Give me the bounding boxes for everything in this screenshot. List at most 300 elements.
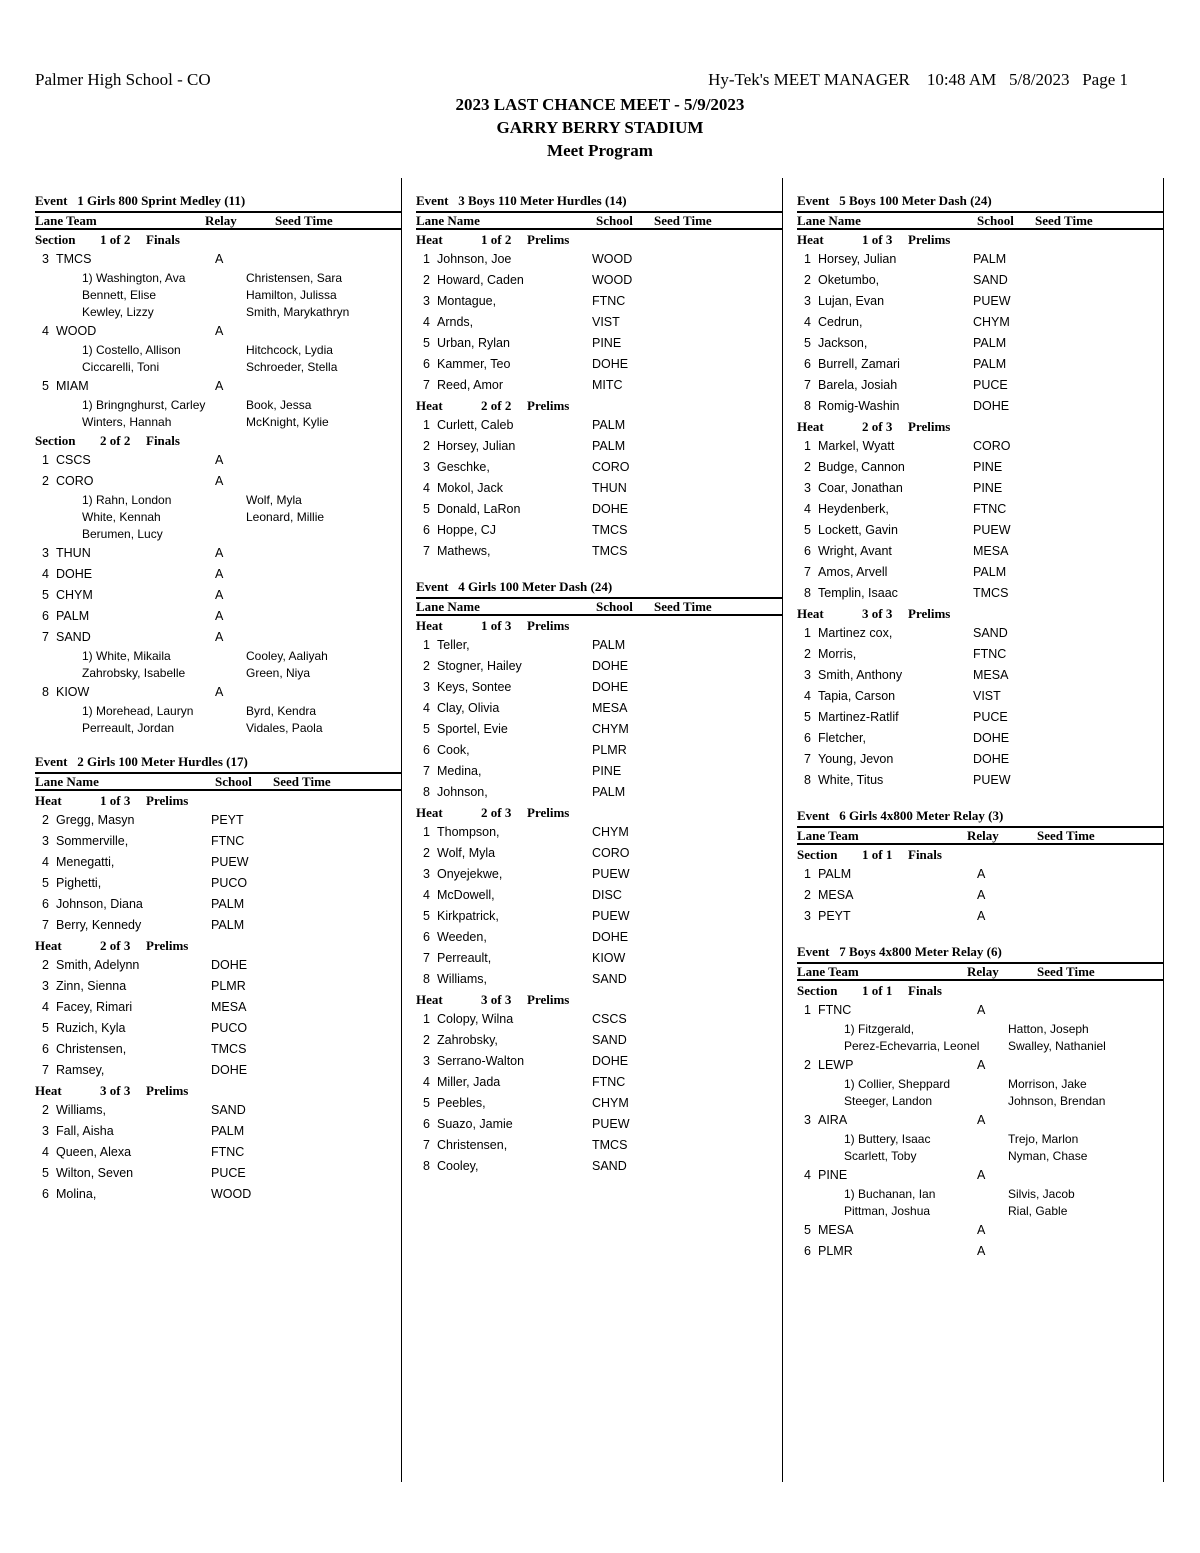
- lane-number: 7: [423, 951, 430, 965]
- header-lane-name: Lane Name: [416, 599, 480, 614]
- relay-team-row: [797, 1220, 1163, 1241]
- section-number: 3 of 3: [100, 1083, 131, 1098]
- relay-member: Vidales, Paola: [246, 721, 323, 735]
- relay-member: Cooley, Aaliyah: [246, 649, 328, 663]
- header-seed-time: Seed Time: [273, 774, 331, 789]
- column-header-row: [797, 962, 1163, 981]
- team-name: PEYT: [818, 909, 851, 923]
- section-header: [416, 397, 782, 415]
- lane-number: 1: [423, 825, 430, 839]
- column-header-row: [797, 211, 1163, 230]
- lane-number: 5: [804, 710, 811, 724]
- school-code: CSCS: [592, 1012, 627, 1026]
- header-school: Relay: [967, 828, 999, 843]
- relay-member: Berumen, Lucy: [82, 527, 163, 541]
- school-code: MESA: [211, 1000, 247, 1014]
- athlete-name: Mathews,: [437, 544, 491, 558]
- relay-members-row: [35, 359, 401, 376]
- athlete-name: Sportel, Evie: [437, 722, 508, 736]
- column-header-row: [35, 211, 401, 230]
- entry-row: [35, 873, 401, 894]
- team-name: FTNC: [818, 1003, 852, 1017]
- section-number: 2 of 3: [100, 938, 131, 953]
- entry-row: [797, 396, 1163, 417]
- athlete-name: Burrell, Zamari: [818, 357, 900, 371]
- lane-number: 2: [423, 273, 430, 287]
- relay-member: Leonard, Millie: [246, 510, 325, 524]
- header-seed-time: Seed Time: [1035, 213, 1093, 228]
- entry-row: [797, 249, 1163, 270]
- athlete-name: Lockett, Gavin: [818, 523, 898, 537]
- entry-row: [416, 1093, 782, 1114]
- lane-number: 4: [423, 315, 430, 329]
- lane-number: 2: [804, 1058, 811, 1072]
- section-label: Heat: [35, 793, 62, 808]
- school-code: PUEW: [592, 1117, 630, 1131]
- entry-row: [416, 436, 782, 457]
- entry-row: [797, 312, 1163, 333]
- lane-number: 4: [423, 888, 430, 902]
- school-code: PUEW: [973, 294, 1011, 308]
- section-label: Heat: [416, 398, 443, 413]
- lane-number: 3: [423, 460, 430, 474]
- lane-number: 8: [804, 399, 811, 413]
- team-name: PALM: [56, 609, 90, 623]
- entry-row: [797, 583, 1163, 604]
- entry-row: [416, 354, 782, 375]
- athlete-name: Young, Jevon: [818, 752, 894, 766]
- school-code: CORO: [592, 846, 630, 860]
- section-header: [416, 617, 782, 635]
- athlete-name: Kirkpatrick,: [437, 909, 499, 923]
- school-code: PINE: [592, 336, 622, 350]
- entry-row: [416, 1114, 782, 1135]
- athlete-name: Sommerville,: [56, 834, 129, 848]
- school-code: FTNC: [211, 834, 245, 848]
- section-label: Section: [797, 847, 838, 862]
- relay-team-row: [35, 606, 401, 627]
- section-number: 2 of 2: [100, 433, 131, 448]
- section-header: [416, 991, 782, 1009]
- lane-number: 5: [423, 1096, 430, 1110]
- relay-members-row: [35, 648, 401, 665]
- lane-number: 1: [42, 453, 49, 467]
- section-header: [416, 804, 782, 822]
- relay-letter: A: [977, 1113, 986, 1127]
- lane-number: 5: [804, 523, 811, 537]
- section-number: 2 of 2: [481, 398, 512, 413]
- section-label: Heat: [416, 618, 443, 633]
- relay-team-row: [35, 450, 401, 471]
- school-code: DISC: [592, 888, 622, 902]
- entry-row: [35, 852, 401, 873]
- school-code: PLMR: [211, 979, 246, 993]
- lane-number: 7: [42, 630, 49, 644]
- school-code: MESA: [592, 701, 628, 715]
- athlete-name: Smith, Adelynn: [56, 958, 140, 972]
- lane-number: 6: [423, 357, 430, 371]
- relay-letter: A: [977, 1244, 986, 1258]
- entry-row: [797, 478, 1163, 499]
- school-code: CORO: [592, 460, 630, 474]
- lane-number: 4: [804, 1168, 811, 1182]
- lane-number: 2: [423, 439, 430, 453]
- lane-number: 7: [423, 544, 430, 558]
- lane-number: 3: [42, 546, 49, 560]
- school-code: PALM: [973, 336, 1007, 350]
- section-label: Heat: [416, 992, 443, 1007]
- school-code: VIST: [592, 315, 620, 329]
- entry-row: [35, 1018, 401, 1039]
- entry-row: [35, 1039, 401, 1060]
- lane-number: 5: [42, 1166, 49, 1180]
- athlete-name: Peebles,: [437, 1096, 486, 1110]
- school-code: SAND: [592, 972, 627, 986]
- relay-member: Bennett, Elise: [82, 288, 157, 302]
- column-3: [797, 190, 1163, 1262]
- lane-number: 5: [804, 1223, 811, 1237]
- lane-number: 2: [42, 1103, 49, 1117]
- relay-letter: A: [977, 1223, 986, 1237]
- section-round: Prelims: [527, 398, 570, 413]
- lane-number: 7: [423, 1138, 430, 1152]
- relay-member: Christensen, Sara: [246, 271, 343, 285]
- entry-row: [797, 686, 1163, 707]
- relay-member: 1) Collier, Sheppard: [844, 1077, 951, 1091]
- entry-row: [416, 864, 782, 885]
- relay-member: Perreault, Jordan: [82, 721, 175, 735]
- entry-row: [416, 822, 782, 843]
- entry-row: [416, 312, 782, 333]
- entry-row: [416, 1051, 782, 1072]
- relay-members-row: [797, 1076, 1163, 1093]
- athlete-name: Curlett, Caleb: [437, 418, 514, 432]
- school-code: DOHE: [592, 1054, 629, 1068]
- lane-number: 3: [42, 1124, 49, 1138]
- header-school: School: [596, 213, 633, 228]
- team-name: PALM: [818, 867, 852, 881]
- athlete-name: Martinez cox,: [818, 626, 893, 640]
- school-code: DOHE: [592, 502, 629, 516]
- lane-number: 6: [42, 1042, 49, 1056]
- lane-number: 3: [804, 909, 811, 923]
- lane-number: 5: [423, 722, 430, 736]
- lane-number: 1: [804, 252, 811, 266]
- lane-number: 5: [423, 336, 430, 350]
- lane-number: 1: [423, 252, 430, 266]
- relay-member: Silvis, Jacob: [1008, 1187, 1075, 1201]
- relay-members-row: [797, 1038, 1163, 1055]
- lane-number: 3: [423, 1054, 430, 1068]
- section-round: Prelims: [527, 992, 570, 1007]
- school-code: PALM: [973, 357, 1007, 371]
- relay-letter: A: [977, 1003, 986, 1017]
- athlete-name: Howard, Caden: [437, 273, 524, 287]
- lane-number: 7: [423, 378, 430, 392]
- school-code: PALM: [211, 918, 245, 932]
- athlete-name: Budge, Cannon: [818, 460, 905, 474]
- entry-row: [35, 894, 401, 915]
- relay-member: Johnson, Brendan: [1008, 1094, 1106, 1108]
- school-code: PINE: [973, 460, 1003, 474]
- meet-title: 2023 LAST CHANCE MEET - 5/9/2023: [455, 95, 745, 114]
- lane-number: 6: [804, 731, 811, 745]
- entry-row: [416, 740, 782, 761]
- relay-member: Steeger, Landon: [844, 1094, 933, 1108]
- school-code: SAND: [592, 1033, 627, 1047]
- lane-number: 1: [804, 1003, 811, 1017]
- lane-number: 1: [804, 439, 811, 453]
- relay-letter: A: [977, 1168, 986, 1182]
- athlete-name: Geschke,: [437, 460, 490, 474]
- team-name: LEWP: [818, 1058, 854, 1072]
- athlete-name: Reed, Amor: [437, 378, 504, 392]
- school-code: VIST: [973, 689, 1001, 703]
- relay-members-row: [797, 1148, 1163, 1165]
- relay-members-row: [797, 1186, 1163, 1203]
- relay-member: Hamilton, Julissa: [246, 288, 337, 302]
- software-info: Hy-Tek's MEET MANAGER 10:48 AM 5/8/2023 Page 1: [708, 70, 1128, 89]
- relay-letter: A: [215, 474, 224, 488]
- section-number: 1 of 3: [862, 232, 893, 247]
- section-number: 1 of 3: [100, 793, 131, 808]
- column-header-row: [797, 826, 1163, 845]
- athlete-name: Ramsey,: [56, 1063, 105, 1077]
- header-seed-time: Seed Time: [275, 213, 333, 228]
- school-code: DOHE: [211, 958, 248, 972]
- lane-number: 3: [423, 680, 430, 694]
- lane-number: 2: [804, 273, 811, 287]
- lane-number: 7: [804, 378, 811, 392]
- athlete-name: Templin, Isaac: [818, 586, 898, 600]
- athlete-name: Christensen,: [56, 1042, 127, 1056]
- entry-row: [797, 623, 1163, 644]
- lane-number: 5: [42, 876, 49, 890]
- section-round: Prelims: [908, 606, 951, 621]
- entry-row: [416, 656, 782, 677]
- entry-row: [797, 457, 1163, 478]
- header-seed-time: Seed Time: [654, 213, 712, 228]
- school-code: PUCO: [211, 1021, 248, 1035]
- lane-number: 8: [423, 785, 430, 799]
- lane-number: 3: [804, 668, 811, 682]
- section-label: Section: [35, 433, 76, 448]
- entry-row: [416, 1156, 782, 1177]
- athlete-name: Zahrobsky,: [437, 1033, 498, 1047]
- athlete-name: Arnds,: [437, 315, 474, 329]
- relay-letter: A: [977, 888, 986, 902]
- athlete-name: Wilton, Seven: [56, 1166, 134, 1180]
- school-code: PALM: [592, 638, 626, 652]
- section-number: 3 of 3: [862, 606, 893, 621]
- header-seed-time: Seed Time: [1037, 828, 1095, 843]
- athlete-name: White, Titus: [818, 773, 884, 787]
- entry-row: [35, 831, 401, 852]
- relay-members-row: [35, 526, 401, 543]
- entry-row: [797, 375, 1163, 396]
- lane-number: 6: [804, 1244, 811, 1258]
- school-code: FTNC: [592, 294, 626, 308]
- entry-row: [797, 541, 1163, 562]
- team-name: AIRA: [818, 1113, 848, 1127]
- relay-members-row: [35, 397, 401, 414]
- school-code: PLMR: [592, 743, 627, 757]
- athlete-name: Cook,: [437, 743, 470, 757]
- athlete-name: Heydenberk,: [818, 502, 889, 516]
- entry-row: [416, 499, 782, 520]
- entry-row: [416, 843, 782, 864]
- section-header: [797, 418, 1163, 436]
- section-header: [797, 846, 1163, 864]
- section-label: Heat: [797, 232, 824, 247]
- entry-row: [416, 270, 782, 291]
- athlete-name: Amos, Arvell: [818, 565, 888, 579]
- athlete-name: Mokol, Jack: [437, 481, 503, 495]
- school-code: TMCS: [211, 1042, 247, 1056]
- relay-team-row: [35, 543, 401, 564]
- section-header: [35, 432, 401, 450]
- school-code: DOHE: [211, 1063, 248, 1077]
- entry-row: [797, 644, 1163, 665]
- column-header-row: [416, 211, 782, 230]
- relay-member: Hitchcock, Lydia: [246, 343, 333, 357]
- lane-number: 6: [423, 523, 430, 537]
- relay-letter: A: [215, 609, 224, 623]
- relay-members-row: [35, 270, 401, 287]
- lane-number: 8: [804, 773, 811, 787]
- entry-row: [416, 1135, 782, 1156]
- school-code: DOHE: [592, 930, 629, 944]
- lane-number: 6: [42, 1187, 49, 1201]
- relay-team-row: [797, 864, 1163, 885]
- entry-row: [797, 665, 1163, 686]
- entry-row: [416, 457, 782, 478]
- lane-number: 8: [423, 972, 430, 986]
- relay-letter: A: [215, 324, 224, 338]
- athlete-name: Johnson, Joe: [437, 252, 512, 266]
- entry-row: [416, 520, 782, 541]
- school-code: DOHE: [973, 399, 1010, 413]
- section-label: Heat: [35, 938, 62, 953]
- athlete-name: Onyejekwe,: [437, 867, 503, 881]
- school-code: PALM: [211, 1124, 245, 1138]
- team-name: WOOD: [56, 324, 97, 338]
- entry-row: [416, 291, 782, 312]
- entry-row: [416, 719, 782, 740]
- entry-row: [797, 562, 1163, 583]
- entry-row: [416, 249, 782, 270]
- entry-row: [416, 885, 782, 906]
- lane-number: 3: [42, 252, 49, 266]
- team-name: MIAM: [56, 379, 89, 393]
- athlete-name: Wright, Avant: [818, 544, 892, 558]
- athlete-name: Morris,: [818, 647, 857, 661]
- lane-number: 7: [804, 752, 811, 766]
- relay-member: Morrison, Jake: [1008, 1077, 1087, 1091]
- school-code: CHYM: [592, 1096, 629, 1110]
- team-name: CHYM: [56, 588, 93, 602]
- school-code: SAND: [211, 1103, 246, 1117]
- relay-member: Winters, Hannah: [82, 415, 172, 429]
- school-code: PUEW: [973, 773, 1011, 787]
- lane-number: 7: [423, 764, 430, 778]
- school-code: SAND: [973, 273, 1008, 287]
- entry-row: [35, 1163, 401, 1184]
- team-name: DOHE: [56, 567, 93, 581]
- relay-letter: A: [977, 1058, 986, 1072]
- school-code: PUCE: [973, 710, 1008, 724]
- section-round: Prelims: [527, 805, 570, 820]
- relay-members-row: [797, 1093, 1163, 1110]
- relay-letter: A: [977, 909, 986, 923]
- athlete-name: Williams,: [56, 1103, 106, 1117]
- relay-member: 1) Rahn, London: [82, 493, 172, 507]
- entry-row: [416, 948, 782, 969]
- entry-row: [416, 375, 782, 396]
- athlete-name: Johnson, Diana: [56, 897, 143, 911]
- lane-number: 5: [804, 336, 811, 350]
- venue-title: GARRY BERRY STADIUM: [496, 118, 704, 137]
- athlete-name: Williams,: [437, 972, 487, 986]
- school-code: DOHE: [592, 357, 629, 371]
- header-school: Relay: [205, 213, 237, 228]
- athlete-name: Johnson,: [437, 785, 488, 799]
- lane-number: 6: [42, 609, 49, 623]
- lane-number: 2: [42, 474, 49, 488]
- entry-row: [35, 1100, 401, 1121]
- relay-member: Swalley, Nathaniel: [1008, 1039, 1106, 1053]
- relay-team-row: [35, 627, 401, 648]
- school-code: TMCS: [592, 544, 628, 558]
- section-round: Finals: [146, 232, 180, 247]
- school-code: PALM: [973, 252, 1007, 266]
- athlete-name: Markel, Wyatt: [818, 439, 895, 453]
- lane-number: 4: [42, 567, 49, 581]
- lane-number: 1: [423, 1012, 430, 1026]
- entry-row: [35, 915, 401, 936]
- relay-member: Trejo, Marlon: [1008, 1132, 1079, 1146]
- relay-member: 1) Fitzgerald,: [844, 1022, 915, 1036]
- entry-row: [416, 927, 782, 948]
- column-header-row: [416, 597, 782, 616]
- lane-number: 6: [42, 897, 49, 911]
- athlete-name: Perreault,: [437, 951, 492, 965]
- lane-number: 7: [42, 1063, 49, 1077]
- entry-row: [797, 749, 1163, 770]
- school-code: TMCS: [592, 1138, 628, 1152]
- athlete-name: Oketumbo,: [818, 273, 880, 287]
- school-code: WOOD: [592, 273, 633, 287]
- lane-number: 2: [804, 647, 811, 661]
- team-name: CORO: [56, 474, 94, 488]
- relay-team-row: [35, 585, 401, 606]
- entry-row: [416, 478, 782, 499]
- lane-number: 3: [42, 979, 49, 993]
- relay-member: 1) White, Mikaila: [82, 649, 171, 663]
- relay-letter: A: [215, 453, 224, 467]
- entry-row: [416, 782, 782, 803]
- lane-number: 7: [804, 565, 811, 579]
- athlete-name: Coar, Jonathan: [818, 481, 903, 495]
- lane-number: 4: [804, 315, 811, 329]
- column-divider: [401, 178, 402, 1482]
- athlete-name: Barela, Josiah: [818, 378, 898, 392]
- entry-row: [416, 1009, 782, 1030]
- school-code: THUN: [592, 481, 627, 495]
- athlete-name: Montague,: [437, 294, 497, 308]
- event-title: Event 4 Girls 100 Meter Dash (24): [416, 579, 613, 594]
- lane-number: 3: [42, 834, 49, 848]
